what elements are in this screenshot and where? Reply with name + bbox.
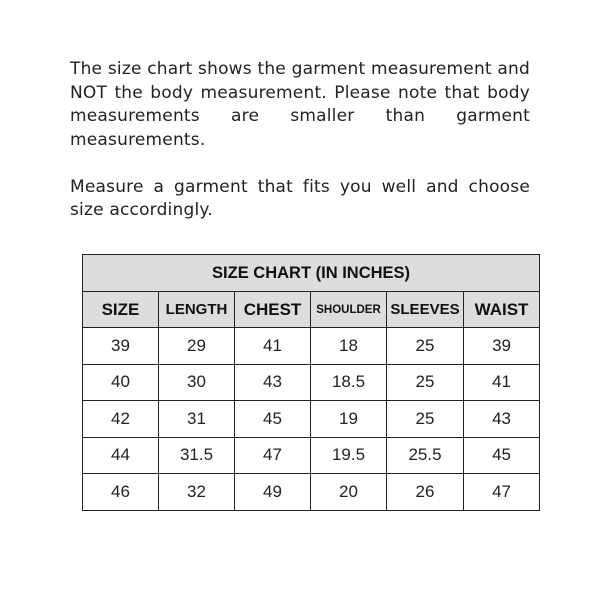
waist-cell: 43 (464, 401, 540, 438)
length-cell: 30 (159, 364, 235, 401)
chest-cell: 47 (235, 437, 311, 474)
sleeves-cell: 25 (387, 401, 464, 438)
table-row (83, 364, 540, 401)
table-row (83, 474, 540, 511)
table-row (83, 401, 540, 438)
chest-cell: 45 (235, 401, 311, 438)
waist-cell: 47 (464, 474, 540, 511)
shoulder-cell: 18 (311, 328, 387, 365)
length-cell: 31.5 (159, 437, 235, 474)
table-row (83, 328, 540, 365)
table-row (83, 437, 540, 474)
size-chart-instructions (70, 58, 530, 223)
size-cell: 39 (83, 328, 159, 365)
waist-cell: 45 (464, 437, 540, 474)
length-cell: 31 (159, 401, 235, 438)
length-cell: 32 (159, 474, 235, 511)
column-header-sleeves: SLEEVES (387, 292, 464, 328)
column-header-size: SIZE (83, 292, 159, 328)
chest-cell: 41 (235, 328, 311, 365)
shoulder-cell: 19 (311, 401, 387, 438)
table-title-row (83, 255, 540, 292)
column-header-waist: WAIST (464, 292, 540, 328)
column-header-length: LENGTH (159, 292, 235, 328)
table-title: SIZE CHART (IN INCHES) (83, 255, 540, 292)
shoulder-cell: 18.5 (311, 364, 387, 401)
shoulder-cell: 19.5 (311, 437, 387, 474)
size-chart-table (82, 254, 540, 511)
column-header-chest: CHEST (235, 292, 311, 328)
measuring-advice: Measure a garment that fits you well and choose size accordingly. (70, 176, 530, 220)
table-header-row (83, 292, 540, 328)
garment-measurement-note: The size chart shows the garment measurement and NOT the body measurement. Please note that body measurements are smaller than garment measurements. (70, 59, 530, 150)
waist-cell: 39 (464, 328, 540, 365)
length-cell: 29 (159, 328, 235, 365)
size-cell: 46 (83, 474, 159, 511)
chest-cell: 43 (235, 364, 311, 401)
sleeves-cell: 25 (387, 328, 464, 365)
size-cell: 42 (83, 401, 159, 438)
waist-cell: 41 (464, 364, 540, 401)
sleeves-cell: 25 (387, 364, 464, 401)
size-cell: 44 (83, 437, 159, 474)
column-header-shoulder: SHOULDER (311, 292, 387, 328)
sleeves-cell: 26 (387, 474, 464, 511)
sleeves-cell: 25.5 (387, 437, 464, 474)
size-cell: 40 (83, 364, 159, 401)
shoulder-cell: 20 (311, 474, 387, 511)
chest-cell: 49 (235, 474, 311, 511)
